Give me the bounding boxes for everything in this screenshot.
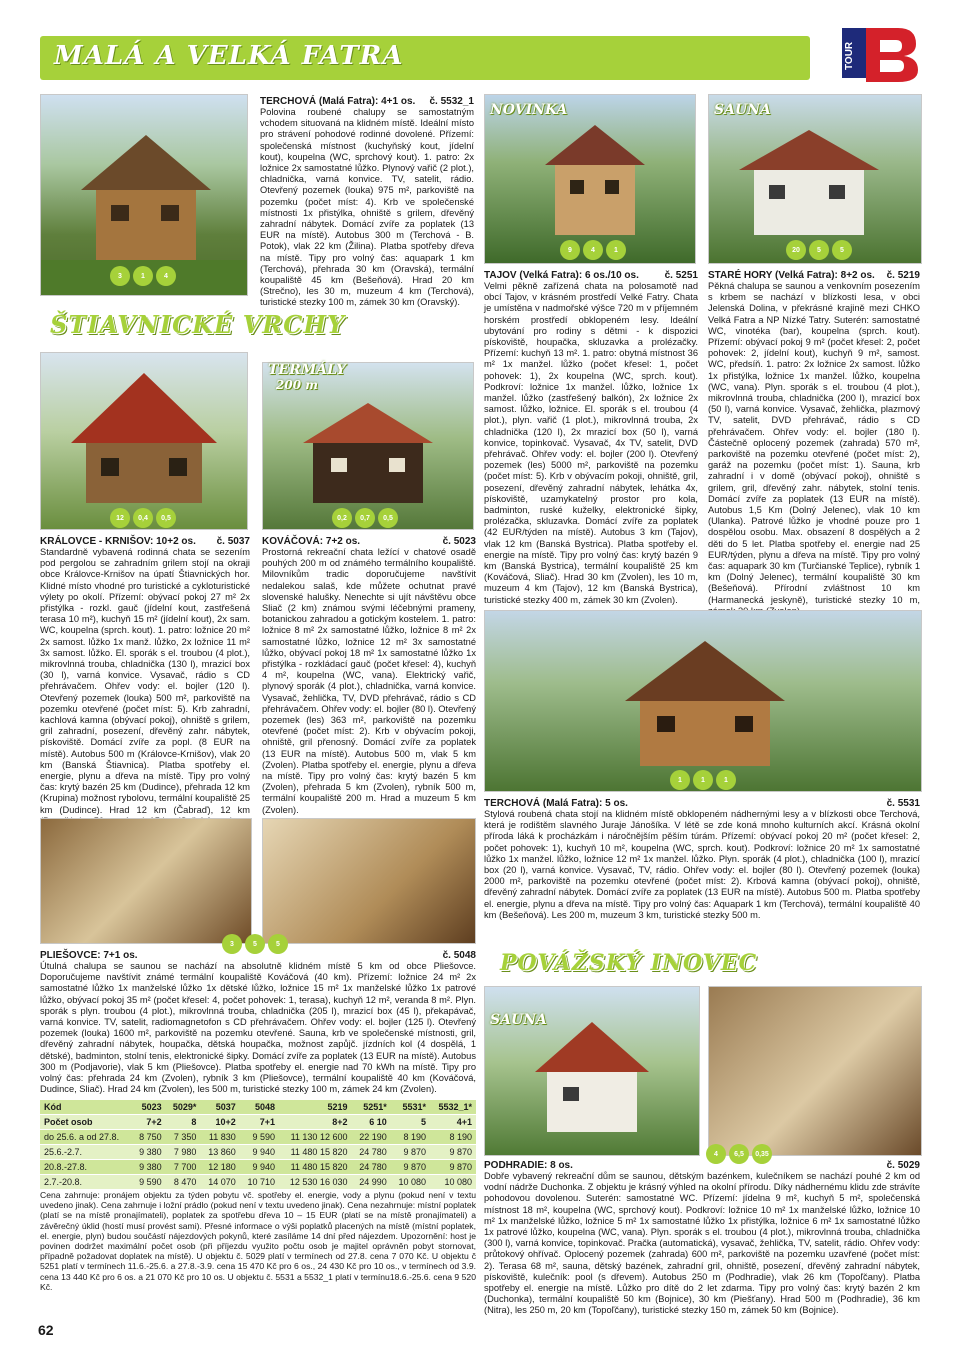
price-cell: 11 830 bbox=[200, 1130, 239, 1145]
region-banner bbox=[40, 36, 810, 80]
bath-icon: 0,5 bbox=[156, 508, 176, 528]
listing-body: Velmi pěkně zařízená chata na polosamotě nad obcí Tajov, v krásném prostředí Velké Fatry. Chata je umístěna v nadmořské výšce 720 m v příjemném horském prostředí obklopeném lesy. Ideální ubytování pro rodiny s dětmi - k dispozici pískoviště, houpačka, skluzavka a prolézačky. Přízemí: kuchyň 13 m². 1. patro: obytná místnost 36 m² 1x manžel. lůžko (počet křesel: 1, počet pohovek: 1), 2x koupelna (WC, sprch. kout). Podkroví: ložnice 1x manžel. lůžko, ložnice 1x manžel. lůžko (zastřešený balkón), 2x ložnice 2x samost. lůžko, ložnice. El. sporák s el. troubou (4 plot.), plyn. vařič (1 plot.), mikrovlnná trouba, 2x chladnička (120 l), 2x mrazicí box (50 l), varná konvice, topinkovač. Vysavač, 4x TV, satelit, DVD přehrávač. Ohřev vody: el. bojler (200 l). Otevřený pozemek (les) 5000 m², parkoviště na pozemku (počet míst: 5). Krb v obývacím pokoji, ohniště, gril, posezení, dřevěný zahradní nábytek, lehátka 4x, pískoviště, uzamykatelný prostor pro kola, badminton, ruské kuželky, elektronické šipky, prolézačka, skluzavka. Domácí zvíře za poplatek (42 EUR/týden na místě). Autobus 3 km (Tajov), vlak 12 km (Banská Bystrica). Platba spotřeby el. energie na místě. Tipy pro volný čas: krytý bazén 9 km (Banská Bystrica), termální koupaliště 25 km (Kováčová, Sliač). Hrad 30 km (Zvolen), les 10 m, muzeum 4 km (Tajov), 12 km (Banská Bystrica), turistické stezky 400 m, zámek 30 km (Zvolen). bbox=[484, 281, 698, 605]
price-table-row bbox=[40, 1145, 476, 1160]
bath-icon: 5 bbox=[268, 934, 288, 954]
price-cell: 9 380 bbox=[132, 1160, 166, 1175]
bed-icon: 1 bbox=[133, 266, 153, 286]
photo-podhradie-2 bbox=[708, 986, 922, 1156]
price-cell: 12 180 bbox=[200, 1160, 239, 1175]
tour-logo bbox=[840, 22, 920, 84]
bath-icon: 5 bbox=[832, 240, 852, 260]
region-stiavnicke-vrchy: ŠTIAVNICKÉ VRCHY bbox=[50, 310, 346, 339]
listing-krnisov-5037 bbox=[40, 536, 250, 827]
listing-title: KOVÁČOVÁ: 7+2 os. bbox=[262, 536, 361, 547]
price-cell: 25.6.-2.7. bbox=[40, 1145, 132, 1160]
listing-title: TERCHOVÁ (Malá Fatra): 4+1 os. bbox=[260, 96, 416, 107]
price-cell: 8+2 bbox=[279, 1115, 351, 1130]
price-table-row bbox=[40, 1115, 476, 1130]
price-cell: 9 590 bbox=[240, 1130, 279, 1145]
banner-title: MALÁ A VELKÁ FATRA bbox=[54, 41, 404, 71]
price-cell: Počet osob bbox=[40, 1115, 132, 1130]
photo-krnisov bbox=[40, 352, 248, 530]
price-cell: 7 980 bbox=[166, 1145, 201, 1160]
people-icon: 9 bbox=[560, 240, 580, 260]
bed-icon: 0,4 bbox=[133, 508, 153, 528]
listing-code: č. 5251 bbox=[664, 270, 698, 281]
price-cell: 14 070 bbox=[200, 1175, 239, 1190]
listing-code: č. 5048 bbox=[442, 950, 476, 961]
price-cell: 9 870 bbox=[391, 1145, 430, 1160]
bed-icon: 5 bbox=[245, 934, 265, 954]
price-cell: 13 860 bbox=[200, 1145, 239, 1160]
listing-body: Polovina roubené chalupy se samostatným vchodem situovaná na klidném místě. Ideální místo pro strávení pohodové rodinné dovolené. Přízemí: společenská místnost (kuchyňský kout, jídelní kout), koupelna (WC, sprchový kout). 1. patro: 2x ložnice 2x samostatné lůžko. Plynový vařič (2 plot.), chladnička, varná konvice. TV, satelit, rádio. Otevřený pozemek (louka) 975 m², parkoviště na pozemku (počet míst: 4). Krb ve společenské místnosti 1x přistýlka, ohniště s grilem, dřevěný zahradní nábytek. Domácí zvíře za poplatek (13 EUR na místě). Autobus 300 m (Terchová - B. Potok), vlak 22 km (Žilina). Platba spotřeby dřeva na místě. Tipy pro volný čas: aquapark 1 km (Terchová), přehrada 30 km (Oravská), termální koupaliště 45 km (Bešeňová). Hrad 20 km (Strečno), les 30 m, muzeum 4 km (Terchová), turistické stezky 100 m, zámek 30 km (Oravský). bbox=[260, 107, 474, 308]
price-cell: 7 700 bbox=[166, 1160, 201, 1175]
bed-icon: 4 bbox=[583, 240, 603, 260]
price-header-cell: 5532_1* bbox=[430, 1100, 476, 1115]
icons-row-krnisov bbox=[110, 508, 176, 528]
price-cell: 8 bbox=[166, 1115, 201, 1130]
price-header-cell: 5219 bbox=[279, 1100, 351, 1115]
price-cell: 10 080 bbox=[430, 1175, 476, 1190]
price-header-cell: 5251* bbox=[351, 1100, 390, 1115]
tag-sauna-2: SAUNA bbox=[490, 1012, 547, 1028]
bed-icon: 1 bbox=[693, 770, 713, 790]
listing-code: č. 5532_1 bbox=[429, 96, 474, 107]
price-table-row bbox=[40, 1130, 476, 1145]
bath-icon: 1 bbox=[716, 770, 736, 790]
people-icon: 12 bbox=[110, 508, 130, 528]
listing-terchova-5531 bbox=[484, 798, 920, 921]
bed-icon: 5 bbox=[809, 240, 829, 260]
icons-row-terchova5 bbox=[670, 770, 736, 790]
listing-podhradie-5029 bbox=[484, 1160, 920, 1317]
bath-icon: 1 bbox=[606, 240, 626, 260]
price-cell: 11 130 12 600 bbox=[279, 1130, 351, 1145]
icons-row-stare-hory bbox=[786, 240, 852, 260]
price-cell: 2.7.-20.8. bbox=[40, 1175, 132, 1190]
price-cell: 20.8.-27.8. bbox=[40, 1160, 132, 1175]
listing-title: PODHRADIE: 8 os. bbox=[484, 1160, 573, 1171]
price-header-cell: 5531* bbox=[391, 1100, 430, 1115]
price-header-cell: 5037 bbox=[200, 1100, 239, 1115]
bed-icon: 0,7 bbox=[355, 508, 375, 528]
tag-novinka: NOVINKA bbox=[490, 102, 568, 118]
listing-kovacova-5023 bbox=[262, 536, 476, 816]
listing-code: č. 5023 bbox=[442, 536, 476, 547]
people-icon: 0,2 bbox=[332, 508, 352, 528]
price-cell: 10 710 bbox=[240, 1175, 279, 1190]
listing-pliesovce-5048 bbox=[40, 950, 476, 1095]
price-cell: 12 530 16 030 bbox=[279, 1175, 351, 1190]
price-cell: 10+2 bbox=[200, 1115, 239, 1130]
listing-title: PLIEŠOVCE: 7+1 os. bbox=[40, 950, 138, 961]
listing-title: STARÉ HORY (Velká Fatra): 8+2 os. bbox=[708, 270, 875, 281]
bath-icon: 0,35 bbox=[752, 1144, 772, 1164]
price-cell: 7+1 bbox=[240, 1115, 279, 1130]
listing-body: Útulná chalupa se saunou se nachází na absolutně klidném místě 5 km od obce Pliešovce. Doporučujeme navštívit známé termální koupaliště Kováčová (40 km). Přízemí: ložnice 24 m² 2x samostatné lůžko 1x manželské lůžko 1x dětské lůžko, ložnice 15 m² 1x manželské lůžko 1x patrové lůžko, obývací pokoj 35 m² (počet křesel: 4, počet pohovek: 1, terasa), kuchyň 12 m², veranda 8 m². Plyn. sporák s plyn. troubou (4 plot.), mikrovlnná trouba, chladnička (205 l), mrazicí box (45 l), překapávač, varná konvice. TV, satelit, radiomagnetofon s CD přehrávačem. Ohřev vody: el. bojler (125 l). Otevřený pozemek (louka) 1600 m², parkoviště na pozemku otevřené. Sauna, krb ve společenské místnosti, gril, dřevěný zahradní nábytek, houpačka, dětská houpačka, možnost zapůjč. jízdních kol (4 dospělá, 1 dětské), badminton, stolní tenis, elektronické šipky. Domácí zvíře za poplatek (13 EUR na místě). Autobus 300 m (Podjavorie), vlak 5 km (Pliešovce). Platba spotřeby el. energie nad 70 kWh na místě. Tipy pro volný čas: přehrada 24 km (Zvolen), rybník 3 km (Pliešovce), termální koupaliště 40 km (Kováčová, Dudince, Sliač). Hrad 24 km (Zvolen), les 500 m, turistické stezky 100 m, zámek 24 km (Zvolen). bbox=[40, 961, 476, 1095]
price-cell: 8 190 bbox=[430, 1130, 476, 1145]
price-table-row bbox=[40, 1175, 476, 1190]
price-cell: 9 870 bbox=[430, 1145, 476, 1160]
price-header-cell: Kód bbox=[40, 1100, 132, 1115]
price-notes: Cena zahrnuje: pronájem objektu za týden pobytu vč. spotřeby el. energie, vody a plynu (pokud není v textu uvedeno jinak). Cena zahrnuje i ložní prádlo (pokud není v textu uvedeno jinak). Cena nezahrnuje: místní poplatek (platí se na místě pronajímateli), poplatek za spotřebu dřeva 10 – 15 EUR (platí se na místě pronajímateli) a závěrečný úklid (hostí musí provést sami). Přesné informace o výši poplatků placených na místě (místní poplatek, el. energie, plyn) budou součástí nájezdových pokynů, které zasíláme 14 dní před nájezdem. Upozornění: host je povinen dodržet maximální počet osob (při příjezdu využito počtu osob je majitel oprávněn pobyt stornovat, případně požadovat doplatek na místě). U objektu č. 5029 platí v termínech od 27.8. cena 7 070 Kč. U objektu č 5251 platí v termínech 11.6.-25.6. a 27.8.-3.9. cena 15 470 Kč pro 6 os., 24 430 Kč pro 10 os., v termínech od 3.9. cena 13 440 Kč pro 6 os. a 21 070 Kč pro 10 os. U objektu č. 5531 a 5532_1 platí v termínu18.6.-25.6. cena 9 520 Kč. bbox=[40, 1190, 476, 1292]
price-cell: 9 590 bbox=[132, 1175, 166, 1190]
bed-icon: 6,5 bbox=[729, 1144, 749, 1164]
price-cell: 6 10 bbox=[351, 1115, 390, 1130]
people-icon: 3 bbox=[110, 266, 130, 286]
listing-code: č. 5219 bbox=[886, 270, 920, 281]
price-table-row bbox=[40, 1160, 476, 1175]
bath-icon: 4 bbox=[156, 266, 176, 286]
price-cell: 24 780 bbox=[351, 1145, 390, 1160]
price-cell: 22 190 bbox=[351, 1130, 390, 1145]
listing-body: Prostorná rekreační chata ležící v chatové osadě pouhých 200 m od známého termálního koupaliště. Milovníkům tradic doporučujeme navštívit nedalekou salaš, kde můžete ochutnat pravé slovenské halušky. Nenechte si ujít návštěvu obce Sliač (2 km) známou svými léčebnými prameny, botanickou zahradou a gotickým kostelem. 1. patro: ložnice 8 m² 2x samostatné lůžko, ložnice 8 m² 2x samostatné lůžko, ložnice 12 m² 3x samostatné lůžko, obývací pokoj 18 m² 1x samostatné lůžko 1x přistýlka - rozkládací gauč (počet křesel: 4), kuchyň 4 m², koupelna (WC, vana). Elektrický vařič, plynový sporák (4 plot.), chladnička, varná konvice. Vysavač, žehlička, TV, DVD přehrávač, rádio s CD přehrávačem. Ohřev vody: el. bojler (80 l). Otevřený pozemek (les) 363 m², parkoviště na pozemku otevřené (počet míst: 2). Krb v obývacím pokoji, ohniště, gril přenosný. Domácí zvíře za poplatek (13 EUR na místě). Autobus 500 m, vlak 5 km (Zvolen). Platba spotřeby el. energie, plynu a dřeva na místě. Tipy pro volný čas: krytý bazén 5 km (Zvolen), přehrada 5 km (Zvolen), rybník 500 m, termální koupaliště 200 m. Hrad a muzeum 5 km (Zvolen). bbox=[262, 547, 476, 815]
listing-body: Standardně vybavená rodinná chata se sezením pod pergolou se zahradním grilem stojí na okraji obce Královce-Krnišov na úpatí Štiavnických hor. Klidné místo vhodné pro turistické a cykloturistické výlety po okolí. Přízemí: obývací pokoj 27 m² 2x přistýlka - rozkl. gauč (jídelní kout, zastřešená terasa 10 m²), kuchyň 15 m² (jídelní kout), 2x sam. WC, koupelna (sprch. kout). 1. patro: ložnice 20 m² 2x samost. lůžko 1x manž. lůžko, 2x ložnice 11 m² 3x samost. lůžko. El. sporák s el. troubou (4 plot.), mikrovlnná trouba, chladnička (130 l), mrazicí box (30 l), varná konvice. Vysavač, rádio s CD přehrávačem. Ohřev vody: el. bojler (120 l). Otevřený pozemek (louka) 500 m², parkoviště na pozemku otevřené (počet míst: 5). Krb zahradní, kachlová kamna (obývací pokoj), ohniště s grilem, gril zahradní, posezení, dřevěný zahr. nábytek, pískoviště. Domácí zvíře za popl. (8 EUR na místě). Autobus 500 m (Královce-Krnišov), vlak 20 km (Banská Štiavnica). Platba spotřeby el. energie, plynu a dřeva na místě. Tipy pro volný čas: krytý bazén 25 km (Dudince), přehrada 12 km (Krupina) možnost rybolovu, termální koupaliště 25 km (Dudince). Hrad 12 km (Čabraď), 12 km bbox=[40, 547, 250, 815]
bath-icon: 0,5 bbox=[378, 508, 398, 528]
price-cell: 7 350 bbox=[166, 1130, 201, 1145]
tour-logo-text: TOUR bbox=[844, 41, 855, 70]
listing-code: č. 5531 bbox=[886, 798, 920, 809]
icons-row-img1 bbox=[110, 266, 176, 286]
listing-code: č. 5037 bbox=[216, 536, 250, 547]
price-cell: 9 380 bbox=[132, 1145, 166, 1160]
price-cell: 5 bbox=[391, 1115, 430, 1130]
listing-body: Dobře vybavený rekreační dům se saunou, dětským bazénkem, kulečníkem se nachází pouhé 2 km od vodní nádrže Duchonka. Z objektu je krásný výhled na okolní přírodu. Díky nádhernému klidu zde strávíte pohodovou dovolenou. Suterén: samostatné WC. Přízemí: jídelna 9 m², kuchyň 5 m², společenská místnost 18 m², koupelna (WC, sprchový kout). Podkroví: ložnice 10 m² 1x manželské lůžko, ložnice 10 m² 1x manželské lůžko, ložnice 5 m² 1x samostatné lůžko 1x přistýlka, ložnice 6 m² 1x samostatné lůžko 1x patrové lůžko, koupelna (WC, vana). Plyn. sporák s el. troubou (4 plot.), mikrovlnná trouba, chladnička (300 l), varná konvice, topinkovač. Pračka (automatická), vysavač, žehlička, TV, satelit, rádio. Ohřev vody: průtokový ohřívač. Oplocený pozemek (zahrada) 600 m², parkoviště na pozemku uzavřené (počet míst: 2). Terasa 68 m², sauna, dětský bazének, zahradní gril, ohniště, posezení, dřevěný zahradní nábytek, pískoviště, kulečník: pool (s dřevem). Autobus 250 m (Podhradie), vlak 26 km (Topoľčany). Platba spotřeby el. energie na místě. Lůžko pro dítě do 2 let zdarma. Tipy pro volný čas: krytý bazén 2 km (Duchonka), termální koupaliště 50 km (Bojnice), 30 km (Piešťany). Hrad 500 m (Podhradie), 36 km (Nitra), les 250 m, 20 km (Topoľčany), turistické stezky 150 m, zámek 50 km (Bojnice). bbox=[484, 1171, 920, 1316]
listing-tajov-5251 bbox=[484, 270, 698, 606]
price-cell: 9 870 bbox=[430, 1160, 476, 1175]
price-cell: 7+2 bbox=[132, 1115, 166, 1130]
price-cell: 24 990 bbox=[351, 1175, 390, 1190]
icons-row-tajov bbox=[560, 240, 626, 260]
photo-interior-2 bbox=[262, 818, 476, 944]
listing-body: Pěkná chalupa se saunou a venkovním posezením s krbem se nachází v blízkosti lesa, v obci Jelenská Dolina, v překrásné krajině mezi CHKO Velká Fatra a NP Nízké Tatry. Suterén: samostatné WC, vinotéka (bar), koupelna (sprch. kout). Přízemí: obývací pokoj 9 m² (počet křesel: 2, počet pohovek: 2, jídelní kout), kuchyň 9 m², samost. WC, předsíň. 1. patro: 2x ložnice 2x samost. lůžko 1x přistýlka, ložnice 1x manžel. lůžko, koupelna (WC, vana). Plyn. sporák s el. troubou (4 plot.), mikrovlnná trouba, chladnička (200 l), mrazicí box (50 l), varná konvice. Vysavač, žehlička, plazmový TV, satelit, DVD přehrávač, rádio s CD přehrávačem. Ohřev vody: el. bojler (180 l). Částečně oplocený pozemek (zahrada) 570 m², parkoviště na pozemku otevřené (počet míst: 2), garáž na pozemku (počet míst: 1). Sauna, krb zahradní i v domě (obývací pokoj), ohniště s grilem, gril, dřevěný zahr. nábytek, stolní tenis. Domácí zvíře za poplatek (13 EUR na místě). Autobus 1,5 Km (Dolný Jelenec), vlak 10 km (Ulanka). Patrové lůžko je vhodné pouze pro 1 dospělou osobu. Max. obsazení 8 dospělých a 2 děti do 5 let. Platba spotřeby el. energie nad 25 EUR/týden, plynu a dřeva na místě. Tipy pro volný čas: aquapark 30 km (Turčianské Teplice), rybník 1 km (Dolný Jelenec), termální koupaliště 30 km (Bešeňová). Přírodní zvláštnost 10 km (Harmanecká jeskyně), turistické stezky 10 m, bbox=[708, 281, 920, 605]
people-icon: 20 bbox=[786, 240, 806, 260]
price-header-cell: 5029* bbox=[166, 1100, 201, 1115]
tag-termaly: TERMÁLY bbox=[268, 362, 347, 378]
people-icon: 4 bbox=[706, 1144, 726, 1164]
price-header-cell: 5048 bbox=[240, 1100, 279, 1115]
listing-terchova-5532 bbox=[260, 96, 474, 309]
price-cell: 4+1 bbox=[430, 1115, 476, 1130]
price-cell: do 25.6. a od 27.8. bbox=[40, 1130, 132, 1145]
price-cell: 11 480 15 820 bbox=[279, 1160, 351, 1175]
price-cell: 24 780 bbox=[351, 1160, 390, 1175]
photo-terchova-5531 bbox=[484, 610, 922, 792]
price-cell: 9 940 bbox=[240, 1145, 279, 1160]
photo-interior-1 bbox=[40, 818, 252, 944]
price-table bbox=[40, 1100, 476, 1190]
price-table-header bbox=[40, 1100, 476, 1115]
icons-row-kovacova bbox=[332, 508, 398, 528]
price-cell: 9 940 bbox=[240, 1160, 279, 1175]
listing-title: TAJOV (Velká Fatra): 6 os./10 os. bbox=[484, 270, 639, 281]
price-cell: 10 080 bbox=[391, 1175, 430, 1190]
price-cell: 8 750 bbox=[132, 1130, 166, 1145]
listing-code: č. 5029 bbox=[886, 1160, 920, 1171]
region-povazsky-inovec: POVÁŽSKÝ INOVEC bbox=[500, 950, 758, 976]
tag-termaly-distance: 200 m bbox=[276, 378, 318, 392]
price-cell: 9 870 bbox=[391, 1160, 430, 1175]
tag-sauna: SAUNA bbox=[714, 102, 771, 118]
photo-stare-hory bbox=[708, 94, 922, 264]
listing-body: Stylová roubená chata stojí na klidném místě obklopeném nádhernými lesy a v blízkosti obce Terchová, která je rodištěm slavného Juraje Jánošíka. V létě se zde koná mnoho kulturních akcí. Krásná okolní příroda láká k procházkám i náročnějším pěším túrám. Přízemí: obývací pokoj 20 m² (počet křesel: 2, počet pohovek: 1), kuchyň 10 m², koupelna (WC, sprch. kout). Podkroví: ložnice 20 m² 1x samostatné lůžko 1x manžel. lůžko, ložnice 12 m² 1x manžel. lůžko. Plyn. sporák (4 plot.), chladnička (100 l), mrazicí box (20 l), varná konvice. Vysavač, TV, rádio. Ohřev vody: el. bojler (80 l). Otevřený pozemek (louka) 2000 m², parkoviště na pozemku otevřené (počet míst: 2). Krbová kamna (obývací pokoj), ohniště, dřevěný zahradní nábytek. Domácí zvíře za poplatek (13 EUR na místě). Autobus 500 m. Platba spotřeby el. energie, plynu a dřeva na místě. Tipy pro volný čas: Aquapark 1 km (Terchová), termální koupaliště 40 km (Bešeňová). Les 200 m, muzeum 3 km, turistické stezky 500 m. bbox=[484, 809, 920, 920]
price-cell: 11 480 15 820 bbox=[279, 1145, 351, 1160]
listing-stare-hory-5219 bbox=[708, 270, 920, 617]
listing-title: KRÁLOVCE - KRNIŠOV: 10+2 os. bbox=[40, 536, 196, 547]
listing-title: TERCHOVÁ (Malá Fatra): 5 os. bbox=[484, 798, 628, 809]
price-table-wrap bbox=[40, 1100, 476, 1190]
photo-tajov bbox=[484, 94, 696, 264]
people-icon: 1 bbox=[670, 770, 690, 790]
price-cell: 8 190 bbox=[391, 1130, 430, 1145]
price-cell: 8 470 bbox=[166, 1175, 201, 1190]
price-header-cell: 5023 bbox=[132, 1100, 166, 1115]
page-number: 62 bbox=[38, 1322, 54, 1338]
people-icon: 3 bbox=[222, 934, 242, 954]
